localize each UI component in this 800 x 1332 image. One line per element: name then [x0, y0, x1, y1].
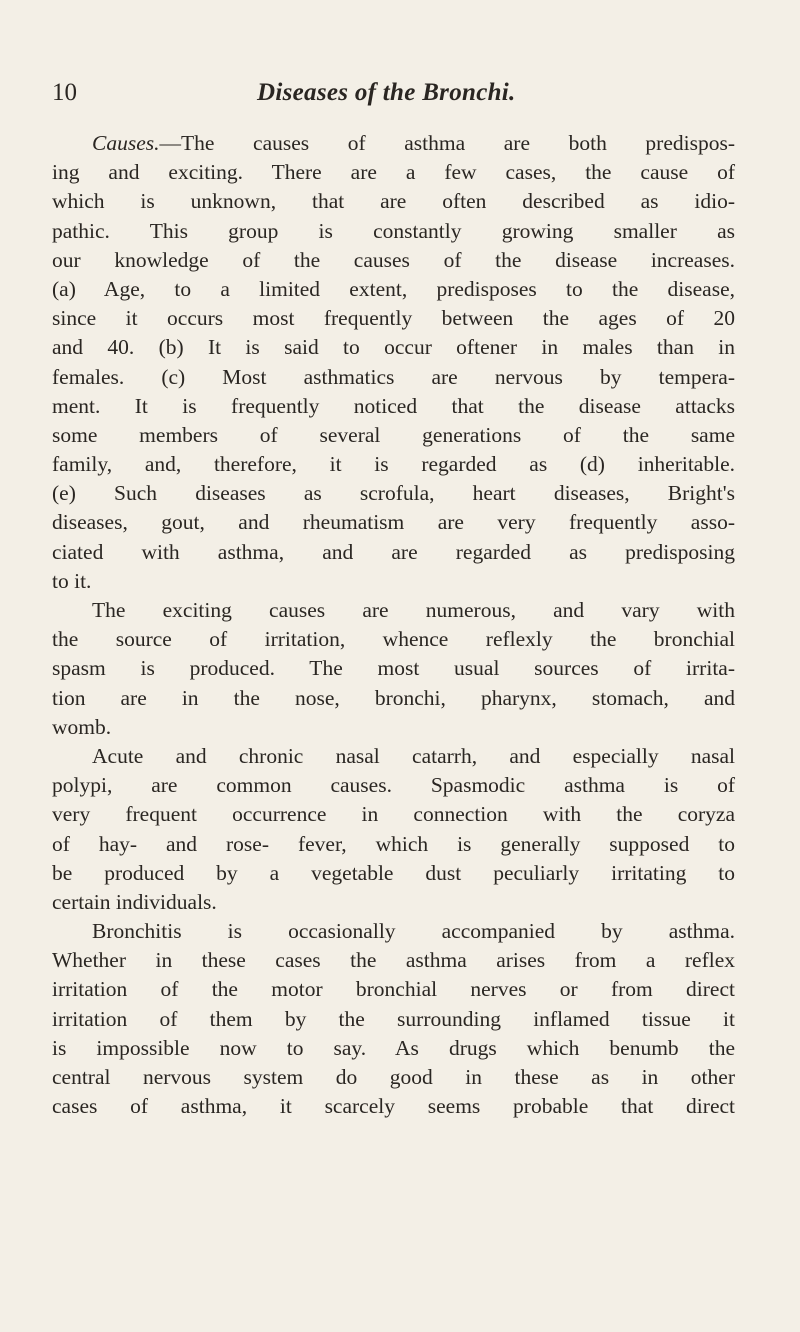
text-line: irritation of them by the surrounding inflamed tissue it [52, 1006, 735, 1031]
text-line: of hay- and rose- fever, which is generally supposed to [52, 831, 735, 856]
text-line: to it. [52, 568, 92, 593]
text-line: The exciting causes are numerous, and vary with [92, 598, 735, 622]
text-line: ment. It is frequently noticed that the disease attacks [52, 393, 735, 418]
body-text [52, 129, 735, 1121]
page-header [52, 75, 732, 111]
text-line: womb. [52, 714, 112, 739]
text-line: family, and, therefore, it is regarded as (d) inheritable. [52, 452, 735, 477]
text-line: ing and exciting. There are a few cases, the cause of [52, 160, 735, 185]
text-line: some members of several generations of the same [52, 422, 735, 447]
text-line: since it occurs most frequently between the ages of 20 [52, 306, 735, 331]
text-line: Bronchitis is occasionally accompanied by asthma. [92, 919, 735, 944]
text-line: pathic. This group is constantly growing smaller as [52, 218, 735, 243]
text-line: and 40. (b) It is said to occur oftener in males than in [52, 335, 735, 360]
running-title: Diseases of the Bronchi. [257, 79, 516, 106]
text-line: certain individuals. [52, 889, 217, 914]
text-line: tion are in the nose, bronchi, pharynx, stomach, and [52, 685, 735, 710]
text-line: irritation of the motor bronchial nerves or from direct [52, 977, 735, 1002]
text-line: the source of irritation, whence reflexly the bronchial [52, 627, 735, 652]
text-line: our knowledge of the causes of the disease increases. [52, 247, 735, 272]
page-number: 10 [52, 79, 77, 106]
text-line: (a) Age, to a limited extent, predisposes to the disease, [52, 276, 735, 301]
text-line: Causes.—The causes of asthma are both predispos- [92, 131, 735, 155]
text-line: Acute and chronic nasal catarrh, and especially nasal [92, 743, 735, 768]
text-line: which is unknown, that are often described as idio- [52, 189, 735, 214]
section-heading: Causes. [92, 131, 160, 155]
text-line: diseases, gout, and rheumatism are very frequently asso- [52, 510, 735, 535]
text-line: is impossible now to say. As drugs which benumb the [52, 1035, 735, 1060]
text-line: central nervous system do good in these as in other [52, 1065, 735, 1089]
text-line: spasm is produced. The most usual sources of irrita- [52, 656, 735, 681]
text-line: very frequent occurrence in connection with the coryza [52, 802, 735, 827]
text-line: Whether in these cases the asthma arises from a reflex [52, 948, 735, 973]
text-line: females. (c) Most asthmatics are nervous by tempera- [52, 364, 735, 389]
text-line: polypi, are common causes. Spasmodic asthma is of [52, 773, 735, 798]
text-line: ciated with asthma, and are regarded as predisposing [52, 539, 735, 564]
text-line: (e) Such diseases as scrofula, heart diseases, Bright's [52, 481, 735, 506]
text-line: be produced by a vegetable dust peculiarly irritating to [52, 860, 735, 885]
text-line: cases of asthma, it scarcely seems probable that direct [52, 1094, 735, 1119]
